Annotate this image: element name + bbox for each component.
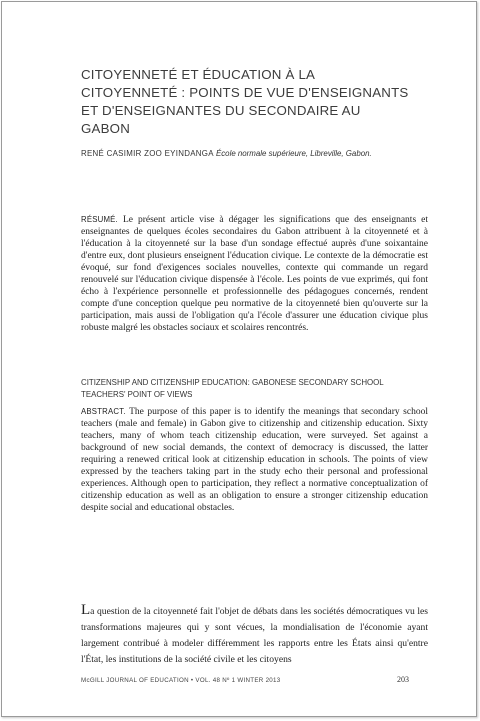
abstract-french [81,214,428,334]
english-title [81,377,431,401]
page-number: 203 [397,675,409,684]
author-name: RENÉ CASIMIR ZOO EYINDANGA [81,149,214,158]
abstract-english-text: The purpose of this paper is to identify the meanings that secondary school teachers (male and female) in Gabon give to citizenship and citizenship education. Sixty teachers, many of whom teach citizenship education, were surveyed. Set against a background of new social demands, the context of democracy is discussed, the latter requiring a renewed critical look at citizenship education in schools. The points of view expressed by the teachers taking part in the study echo their personal and professional experiences. Although open to participation, they reflect a normative conceptualization of citizenship education as well as an obligation to ensure a stronger citizenship education despite social and educational obstacles. [81,407,428,514]
author-affiliation: École normale supérieure, Libreville, Gabon. [215,149,372,158]
abstract-french-label: RÉSUMÉ. [81,215,118,224]
title-line-3: ET D'ENSEIGNANTES DU SECONDAIRE AU [81,103,361,118]
title-line-2: CITOYENNETÉ : POINTS DE VUE D'ENSEIGNANTS [81,85,409,100]
document-page [1,1,477,717]
abstract-french-text: Le présent article vise à dégager les significations que des enseignants et enseignantes de quelques écoles secondaires du Gabon attribuent à la citoyenneté et à l'éducation à la citoyenneté sur la base d'un sondage effectué auprès d'une soixantaine d'entre eux, dont plusieurs enseignent l'éducation civique. Le contexte de la démocratie est évoqué, sur fond d'exigences sociales nouvelles, contexte qui commande un regard renouvelé sur l'éducation civique dispensée à l'école. Les points de vue exprimés, qui font écho à l'expérience personnelle et professionnelle des pédagogues concernés, rendent compte d'une conception quelque peu normative de la citoyenneté bien qu'ouverte sur la participation, mais aussi de l'obligation qu'a l'école d'assurer une éducation civique plus robuste malgré les obstacles sociaux et scolaires rencontrés. [81,215,428,334]
english-title-line-2: TEACHERS' POINT OF VIEWS [81,390,193,399]
body-paragraph-text: a question de la citoyenneté fait l'objet de débats dans les sociétés démocratiques vu les transformations majeures qui y sont vécues, la mondialisation de l'économie ayant largement contribué à modeler différemment les rapports entre les États ainsi qu'entre l'État, les institutions de la société civile et les citoyens [81,606,428,666]
body-paragraph [81,604,428,668]
drop-cap: L [81,602,91,618]
abstract-english [81,406,428,514]
english-title-line-1: CITIZENSHIP AND CITIZENSHIP EDUCATION: GABONESE SECONDARY SCHOOL [81,378,384,387]
article-title [81,66,441,138]
title-line-4: GABON [81,121,131,136]
author-line [81,149,441,158]
title-line-1: CITOYENNETÉ ET ÉDUCATION À LA [81,67,316,82]
journal-footer: McGILL JOURNAL OF EDUCATION • VOL. 48 Nº 1 WINTER 2013 [81,677,281,684]
abstract-english-label: ABSTRACT. [81,407,126,416]
